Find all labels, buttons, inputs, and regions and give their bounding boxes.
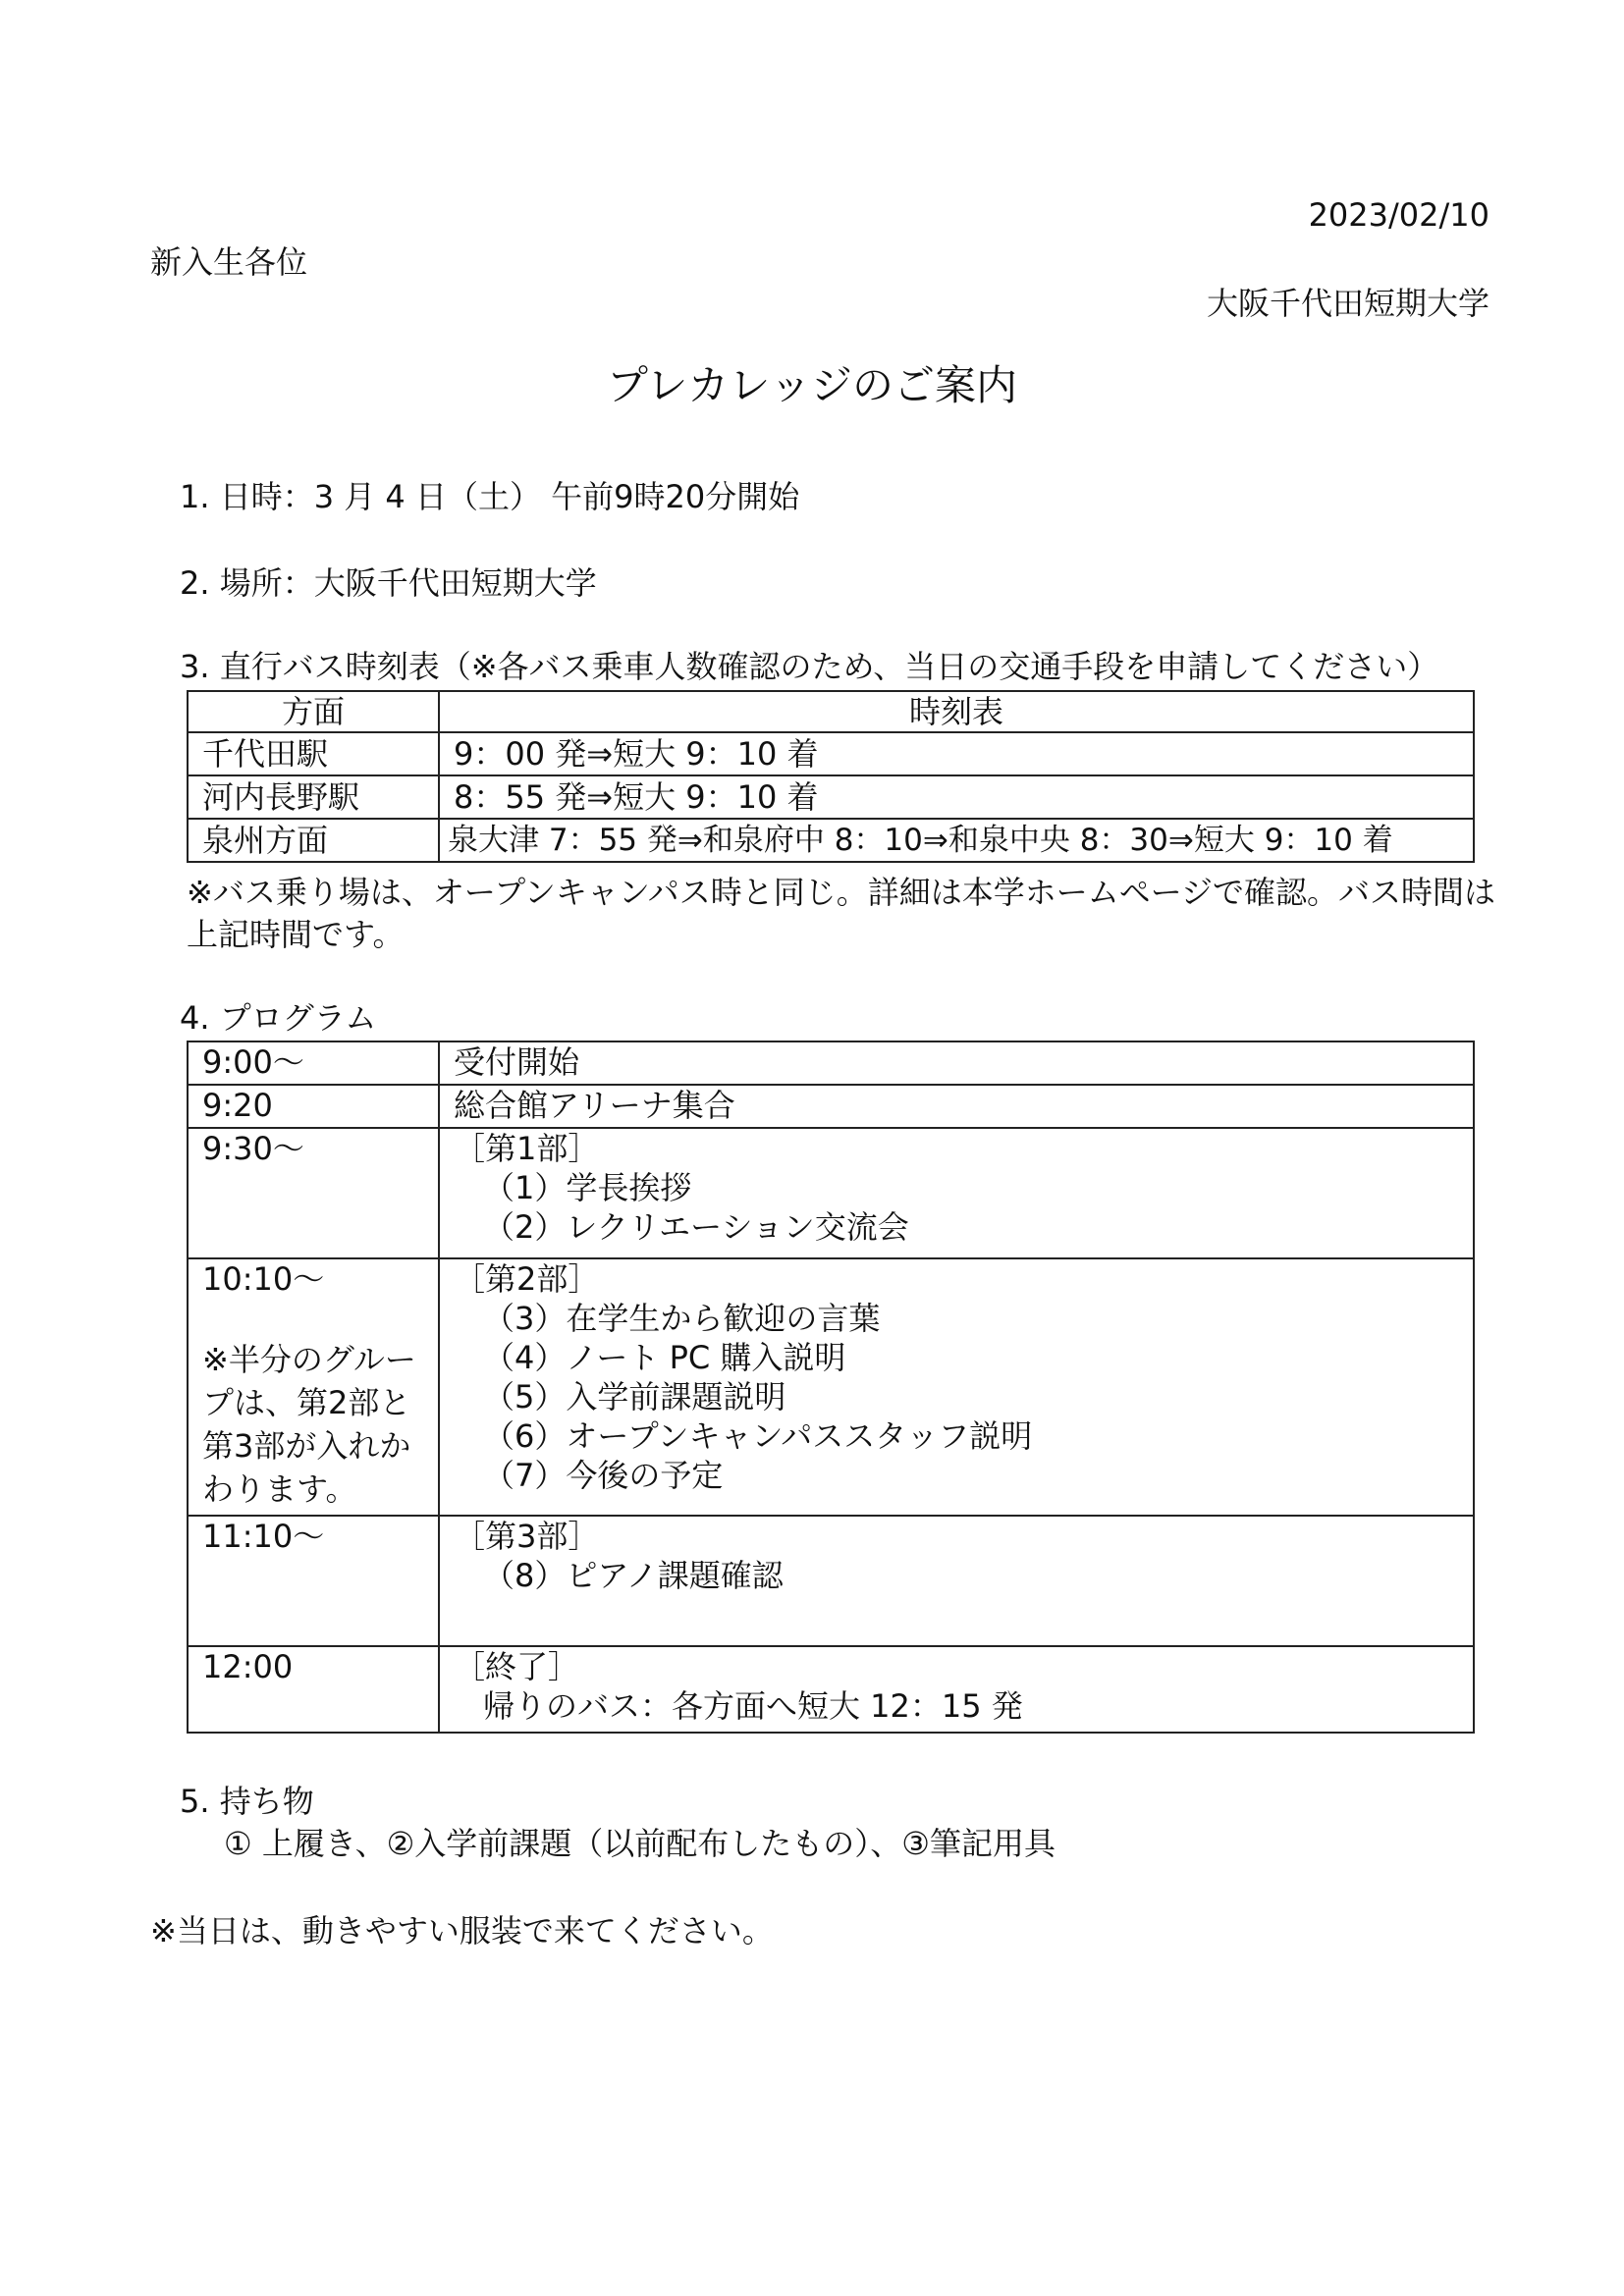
program-line: （8）ピアノ課題確認 bbox=[483, 1557, 784, 1594]
bus-note: ※バス乗り場は、オープンキャンパス時と同じ。詳細は本学ホームページで確認。バス時間は上記時間です。 bbox=[187, 874, 1496, 954]
section-datetime: 1. 日時：3 月 4 日（土） 午前9時20分開始 bbox=[180, 478, 800, 515]
program-line: （4）ノート PC 購入説明 bbox=[483, 1339, 846, 1376]
program-row bbox=[188, 1646, 1474, 1733]
program-row bbox=[188, 1085, 1474, 1128]
bus-times-cell: 8：55 発⇒短大 9：10 着 bbox=[439, 775, 1474, 819]
program-line: ［第1部］ bbox=[454, 1130, 600, 1167]
program-time-cell: 12:00 bbox=[188, 1646, 439, 1733]
program-content-cell bbox=[439, 1128, 1474, 1258]
section-bus-heading: 3. 直行バス時刻表（※各バス乗車人数確認のため、当日の交通手段を申請してください） bbox=[180, 648, 1439, 685]
bus-table-header-row bbox=[188, 691, 1474, 732]
bus-table-row bbox=[188, 775, 1474, 819]
program-row bbox=[188, 1258, 1474, 1516]
bus-area-cell: 河内長野駅 bbox=[188, 775, 439, 819]
program-time-cell: 11:10～ bbox=[188, 1516, 439, 1646]
program-time: 10:10～ bbox=[202, 1260, 325, 1298]
bus-table-row bbox=[188, 819, 1474, 862]
program-row bbox=[188, 1041, 1474, 1085]
bus-times-cell: 泉大津 7：55 発⇒和泉府中 8：10⇒和泉中央 8：30⇒短大 9：10 着 bbox=[439, 819, 1474, 862]
bus-table-row bbox=[188, 732, 1474, 775]
program-time-cell: 9:30～ bbox=[188, 1128, 439, 1258]
bus-area-cell: 泉州方面 bbox=[188, 819, 439, 862]
document-date: 2023/02/10 bbox=[1308, 196, 1489, 234]
program-content-cell bbox=[439, 1041, 1474, 1085]
program-line: 帰りのバス：各方面へ短大 12：15 発 bbox=[483, 1687, 1023, 1725]
program-line: ［第3部］ bbox=[454, 1518, 600, 1555]
program-line: （1）学長挨拶 bbox=[483, 1169, 692, 1206]
bus-area-cell: 千代田駅 bbox=[188, 732, 439, 775]
program-line: 受付開始 bbox=[454, 1043, 580, 1081]
section-program-heading: 4. プログラム bbox=[180, 999, 377, 1037]
program-line: 総合館アリーナ集合 bbox=[454, 1087, 735, 1124]
section-belongings-heading: 5. 持ち物 bbox=[180, 1783, 314, 1820]
program-content-cell bbox=[439, 1258, 1474, 1516]
bus-table-header-times: 時刻表 bbox=[439, 691, 1474, 732]
program-line: （3）在学生から歓迎の言葉 bbox=[483, 1300, 881, 1337]
program-line: （6）オープンキャンパススタッフ説明 bbox=[483, 1417, 1033, 1455]
bus-timetable bbox=[187, 690, 1475, 863]
program-time-cell: 9:00～ bbox=[188, 1041, 439, 1085]
program-line: ［終了］ bbox=[454, 1648, 580, 1685]
addressee: 新入生各位 bbox=[150, 243, 308, 281]
program-line: ［第2部］ bbox=[454, 1260, 600, 1298]
program-line: （7）今後の予定 bbox=[483, 1457, 724, 1494]
final-note: ※当日は、動きやすい服装で来てください。 bbox=[150, 1912, 774, 1949]
program-content-cell bbox=[439, 1085, 1474, 1128]
bus-times-cell: 9：00 発⇒短大 9：10 着 bbox=[439, 732, 1474, 775]
section-place: 2. 場所：大阪千代田短期大学 bbox=[180, 564, 597, 602]
bus-table-header-area: 方面 bbox=[188, 691, 439, 732]
program-line: （5）入学前課題説明 bbox=[483, 1378, 786, 1415]
program-time-cell bbox=[188, 1258, 439, 1516]
program-table bbox=[187, 1041, 1475, 1734]
program-time-note: ※半分のグループは、第2部と第3部が入れかわります。 bbox=[202, 1341, 416, 1508]
program-line: （2）レクリエーション交流会 bbox=[483, 1208, 909, 1246]
belongings-list: ① 上履き、②入学前課題（以前配布したもの）、③筆記用具 bbox=[224, 1825, 1056, 1862]
program-time-cell: 9:20 bbox=[188, 1085, 439, 1128]
program-content-cell bbox=[439, 1516, 1474, 1646]
program-row bbox=[188, 1516, 1474, 1646]
program-content-cell bbox=[439, 1646, 1474, 1733]
document-title: プレカレッジのご案内 bbox=[607, 361, 1017, 409]
program-row bbox=[188, 1128, 1474, 1258]
sender-name: 大阪千代田短期大学 bbox=[1206, 285, 1489, 322]
